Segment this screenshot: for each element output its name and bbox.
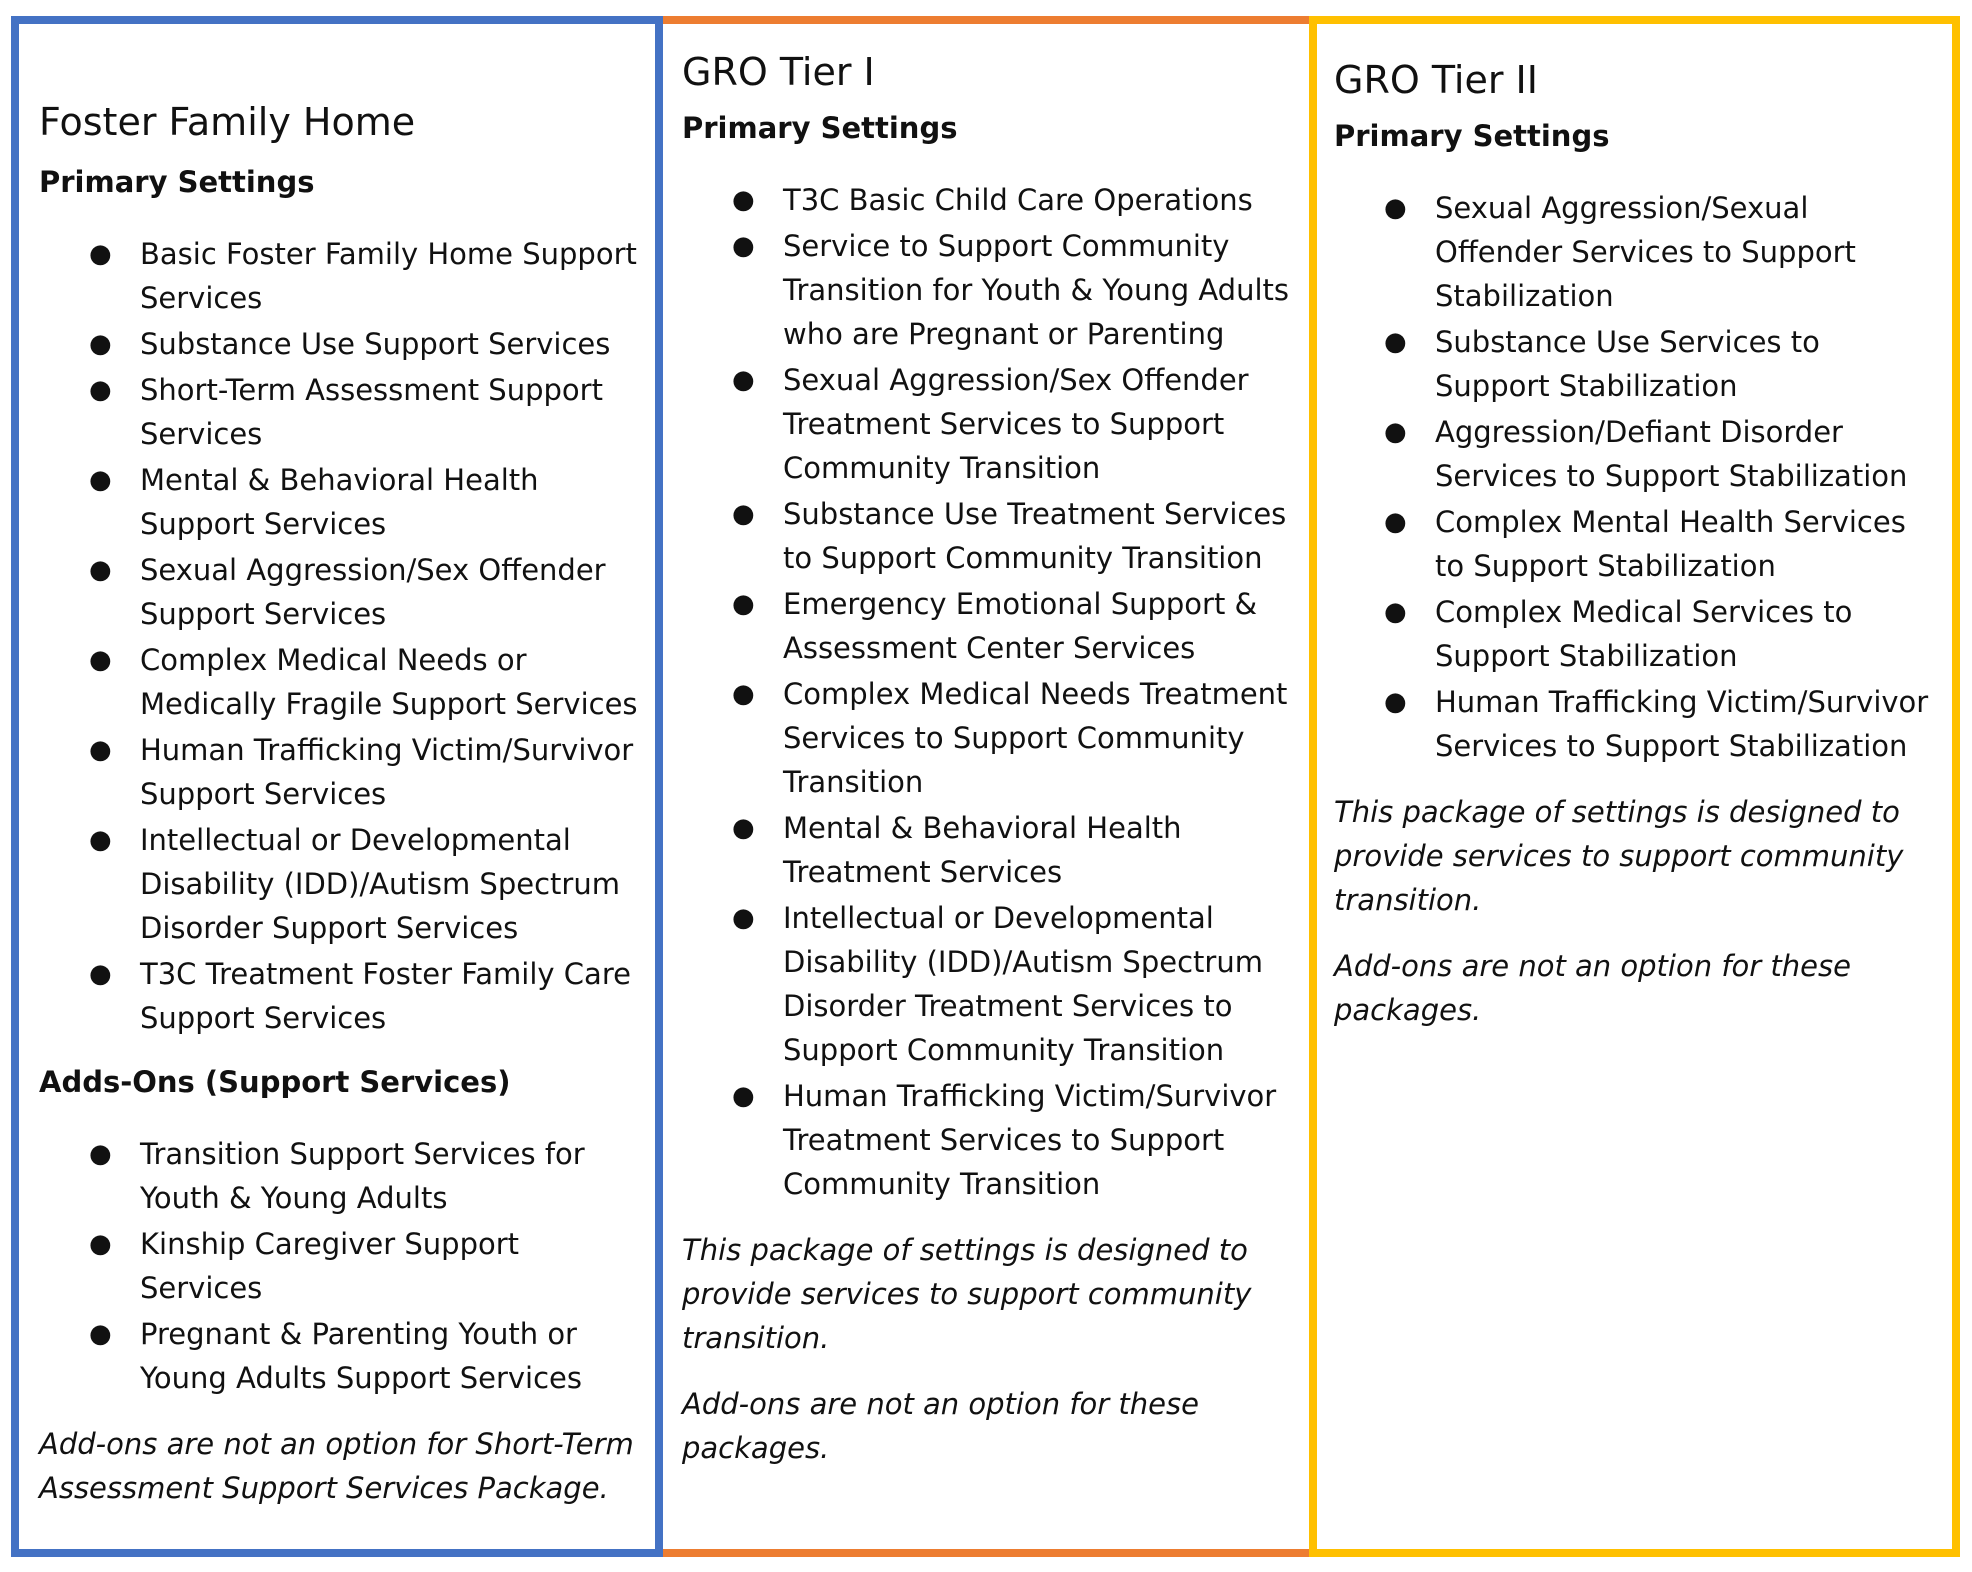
foster-family-home-panel [11, 16, 663, 1557]
primary-settings-heading: Primary Settings [1334, 119, 1610, 153]
bullet-icon: ● [1384, 597, 1407, 627]
list-item: ● Transition Support Services for Youth & Young Adults [39, 1132, 641, 1220]
list-item: ● Emergency Emotional Support & Assessment Center Services [682, 582, 1295, 670]
list-item: ● Complex Medical Services to Support Stabilization [1334, 590, 1938, 678]
primary-settings-heading: Primary Settings [682, 111, 958, 145]
bullet-icon: ● [89, 1229, 112, 1259]
list-item: ● Intellectual or Developmental Disability (IDD)/Autism Spectrum Disorder Treatment Services to Support Community Transition [682, 896, 1295, 1072]
list-item: ● Pregnant & Parenting Youth or Young Adults Support Services [39, 1312, 641, 1400]
list-item: ● Intellectual or Developmental Disability (IDD)/Autism Spectrum Disorder Support Services [39, 818, 641, 950]
bullet-icon: ● [732, 589, 755, 619]
bullet-icon: ● [732, 185, 755, 215]
list-item: ● Basic Foster Family Home Support Services [39, 232, 641, 320]
bullet-icon: ● [1384, 507, 1407, 537]
bullet-icon: ● [732, 679, 755, 709]
list-item: ● Sexual Aggression/Sex Offender Support Services [39, 548, 641, 636]
bullet-icon: ● [89, 555, 112, 585]
bullet-icon: ● [732, 499, 755, 529]
bullet-icon: ● [89, 825, 112, 855]
list-item: ● Service to Support Community Transition for Youth & Young Adults who are Pregnant or Parenting [682, 224, 1295, 356]
gro-tier-1-panel [663, 16, 1309, 1557]
column-title: GRO Tier I [682, 50, 875, 94]
gro-tier-1-content [682, 46, 1295, 1492]
list-item: ● Complex Medical Needs or Medically Fragile Support Services [39, 638, 641, 726]
bullet-icon: ● [732, 231, 755, 261]
bullet-icon: ● [89, 375, 112, 405]
primary-settings-heading: Primary Settings [39, 165, 315, 199]
bullet-icon: ● [732, 903, 755, 933]
bullet-icon: ● [89, 239, 112, 269]
bullet-icon: ● [89, 465, 112, 495]
column-title: Foster Family Home [39, 100, 416, 144]
bullet-icon: ● [1384, 417, 1407, 447]
list-item: ● Sexual Aggression/Sexual Offender Services to Support Stabilization [1334, 186, 1938, 318]
list-item: ● Human Trafficking Victim/Survivor Support Services [39, 728, 641, 816]
column-title: GRO Tier II [1334, 58, 1538, 102]
list-item: ● Kinship Caregiver Support Services [39, 1222, 641, 1310]
list-item: ● T3C Treatment Foster Family Care Support Services [39, 952, 641, 1040]
list-item: ● Sexual Aggression/Sex Offender Treatment Services to Support Community Transition [682, 358, 1295, 490]
bullet-icon: ● [89, 959, 112, 989]
bullet-icon: ● [732, 813, 755, 843]
list-item: ● Substance Use Support Services [39, 322, 641, 366]
bullet-icon: ● [732, 1081, 755, 1111]
foster-family-home-content [39, 96, 641, 1532]
list-item: ● Aggression/Defiant Disorder Services to Support Stabilization [1334, 410, 1938, 498]
add-ons-list [39, 1132, 641, 1400]
list-item: ● Human Trafficking Victim/Survivor Treatment Services to Support Community Transition [682, 1074, 1295, 1206]
gro-tier-2-panel [1309, 16, 1960, 1557]
primary-settings-list [1334, 186, 1938, 768]
list-item: ● Substance Use Treatment Services to Support Community Transition [682, 492, 1295, 580]
add-ons-note: Add-ons are not an option for these packages. [1334, 949, 1851, 1027]
list-item: ● Mental & Behavioral Health Treatment Services [682, 806, 1295, 894]
add-ons-note: Add-ons are not an option for Short-Term Assessment Support Services Package. [39, 1427, 634, 1505]
bullet-icon: ● [89, 735, 112, 765]
list-item: ● Complex Medical Needs Treatment Services to Support Community Transition [682, 672, 1295, 804]
bullet-icon: ● [89, 1319, 112, 1349]
add-ons-note: Add-ons are not an option for these packages. [682, 1387, 1199, 1465]
package-note: This package of settings is designed to provide services to support community transition. [682, 1233, 1252, 1355]
list-item: ● Mental & Behavioral Health Support Services [39, 458, 641, 546]
list-item: ● Human Trafficking Victim/Survivor Services to Support Stabilization [1334, 680, 1938, 768]
list-item: ● Short-Term Assessment Support Services [39, 368, 641, 456]
gro-tier-2-content [1334, 54, 1938, 1054]
bullet-icon: ● [1384, 193, 1407, 223]
bullet-icon: ● [89, 645, 112, 675]
primary-settings-list [39, 232, 641, 1040]
list-item: ● Complex Mental Health Services to Support Stabilization [1334, 500, 1938, 588]
list-item: ● Substance Use Services to Support Stabilization [1334, 320, 1938, 408]
add-ons-heading: Adds-Ons (Support Services) [39, 1065, 511, 1099]
bullet-icon: ● [732, 365, 755, 395]
package-note: This package of settings is designed to provide services to support community transition. [1334, 795, 1904, 917]
bullet-icon: ● [89, 1139, 112, 1169]
bullet-icon: ● [1384, 327, 1407, 357]
primary-settings-list [682, 178, 1295, 1206]
bullet-icon: ● [1384, 687, 1407, 717]
bullet-icon: ● [89, 329, 112, 359]
list-item: ● T3C Basic Child Care Operations [682, 178, 1295, 222]
